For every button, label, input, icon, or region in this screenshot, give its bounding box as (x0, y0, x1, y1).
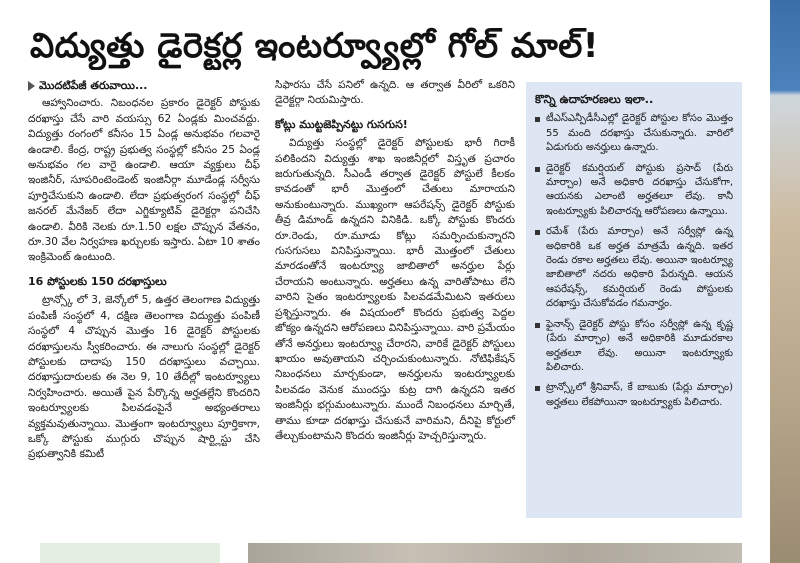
subhead-applications: 16 పోస్టులకు 150 దరఖాస్తులు (28, 274, 167, 288)
continued-from-front-page (28, 78, 260, 93)
sidebar-item: ట్రాన్స్కోలో శ్రీనివాస్, కే బాబుకు (పేర్లు మార్చాం) అర్హతలు లేకపోయినా ఇంటర్వ్యూకు పిలిచారు. (535, 381, 733, 410)
headline: విద్యుత్తు డైరెక్టర్ల ఇంటర్వ్యూల్లో గోల్ మాల్! (30, 26, 599, 66)
sidebar-title: కొన్ని ఉదాహరణలు ఇలా.. (535, 92, 654, 106)
sidebar-item: డైరెక్టర్ కమర్షియల్ పోస్టుకు ప్రసాద్ (పేరు మార్చాం) అనే అధికారి దరఖాస్తు చేసుకోగా, ఆయనకు ఎలాంటి అర్హతలూ లేవు. కానీ ఇంటర్వ్యూకు పిలిచారన్న ఆరోపణలు ఉన్నాయి. (535, 162, 733, 220)
sidebar-list (535, 112, 733, 410)
adjacent-photo (248, 543, 742, 563)
article-column-1 (28, 78, 260, 467)
article-column-2 (275, 78, 515, 448)
article-paragraph: ఆహ్వానించారు. నిబంధనల ప్రకారం డైరెక్టర్ పోస్టుకు దరఖాస్తు చేసే వారి వయస్సు 62 ఏండ్లకు మించవద్దు. విద్యుత్తు రంగంలో కనీసం 15 ఏండ్ల అనుభవం గలవారై ఉండాలి. కేంద్ర, రాష్ట్ర ప్రభుత్వ సంస్థల్లో కనీసం 25 ఏండ్ల అనుభవం గల వారై ఉండాలి. ఆయా వ్యక్తులు చీఫ్ ఇంజినీర్, సూపరింటెండెంట్ ఇంజినీర్గా మూడేండ్ల సర్వీసు పూర్తిచేసుకుని ఉండాలి. లేదా ప్రభుత్వరంగ సంస్థల్లో చీఫ్ జనరల్ మేనేజర్ లేదా ఎగ్జిక్యూటివ్ డైరెక్టర్గా పనిచేసి ఉండాలి. వీరికి నెలకు రూ.1.50 లక్షల చొప్పున వేతనం, రూ.30 వేల నిర్వహణ ఖర్చులకు ఇస్తారు. ఏటా 10 శాతం ఇంక్రిమెంట్ ఉంటుంది. (28, 97, 260, 264)
sidebar-item: ఫైనాన్స్ డైరెక్టర్ పోస్టు కోసం సర్వీస్లో ఉన్న కృష్ణ (పేరు మార్చాం) అనే అధికారికి మూడురకాల అర్హతలూ లేవు. అయినా ఇంటర్వ్యూకు పిలిచారు. (535, 318, 733, 376)
adjacent-article-box (40, 543, 220, 563)
article-paragraph: విద్యుత్తు సంస్థల్లో డైరెక్టర్ పోస్టులకు భారీ గిరాకీ పలికిందని విద్యుత్తు శాఖ ఇంజినీర్లలో విస్తృత ప్రచారం జరుగుతున్నది. సీఎండీ తర్వాత డైరెక్టర్ పోస్టులే కీలకం కావడంతో భారీ మొత్తంలో చేతులు మారాయని అనుకుంటున్నారు. ముఖ్యంగా ఆపరేషన్స్ డైరెక్టర్ పోస్టుకు తీవ్ర డిమాండ్ ఉన్నదని వినికిడి. ఒక్కో పోస్టుకు కొందరు రూ.రెండు, రూ.మూడు కోట్లు సమర్పించుకున్నారని గుసగుసలు వినిపిస్తున్నాయి. భారీ మొత్తంలో చేతులు మారడంతోనే ఇంటర్వ్యూ జాబితాలో అనర్హుల పేర్లు చేరాయని అంటున్నారు. అర్హతలు ఉన్న వారితోపాటు లేని వారిని సైతం ఇంటర్వ్యూలకు పిలవడమేమిటని ఇతరులు ప్రశ్నిస్తున్నారు. ఈ విషయంలో కొందరు ప్రభుత్వ పెద్దల జోక్యం ఉన్నదని ఆరోపణలు వినిపిస్తున్నాయి. వారి ప్రమేయం తోనే అనర్హులు ఇంటర్వ్యూ చేరారని, వారికే డైరెక్టర్ పోస్టులు ఖాయం అవుతాయని చర్చించుకుంటున్నారు. నోటిఫికేషన్ నిబంధనలు మార్చకుండా, అనర్హులను ఇంటర్వ్యూలకు పిలవడం వెనుక ముందస్తు కుట్ర దాగి ఉన్నదని ఇతర ఇంజినీర్లు భగ్గుమంటున్నారు. ముందే నిబంధనలు మార్చితే, తాము కూడా దరఖాస్తు చేసుకునే వారిమని, దీనిపై కోర్టులో తేల్చుకుంటామని కొందరు ఇంజినీర్లు హెచ్చరిస్తున్నారు. (275, 137, 515, 442)
article-paragraph: ట్రాన్స్కో లో 3, జెన్కోలో 5, ఉత్తర తెలంగాణ విద్యుత్తు పంపిణీ సంస్థలో 4, దక్షిణ తెలంగాణ విద్యుత్తు పంపిణీ సంస్థలో 4 చొప్పున మొత్తం 16 డైరెక్టర్ పోస్టులకు దరఖాస్తులను స్వీకరించారు. ఈ నాలుగు సంస్థల్లో డైరెక్టర్ పోస్టులకు దాదాపు 150 దరఖాస్తులు వచ్చాయి. దరఖాస్తుదారులకు ఈ నెల 9, 10 తేదీల్లో ఇంటర్వ్యూలు నిర్వహించారు. అయితే పైన పేర్కొన్న అర్హతల్లేని కొందరిని ఇంటర్వ్యూలకు పిలవడంపైనే అభ్యంతరాలు వ్యక్తమవుతున్నాయి. మొత్తంగా ఇంటర్వ్యూలు పూర్తికాగా, ఒక్కో పోస్టుకు ముగ్గురు చొప్పున షార్ట్లిస్టు చేసి ప్రభుత్వానికి కమిటీ (28, 294, 260, 461)
sidebar-item: రమేశ్ (పేరు మార్చాం) అనే సర్వీస్లో ఉన్న అధికారికి ఒక అర్హత మాత్రమే ఉన్నది. ఇతర రెండు రకాల అర్హతలు లేవు. అయినా ఇంటర్వ్యూ జాబితాలో నదరు అధికారి పేరున్నది. ఆయన ఆపరేషన్స్, కమర్షియల్ రెండు పోస్టులకు దరఖాస్తు చేసుకోవడం గమనార్హం. (535, 225, 733, 311)
adjacent-photo-edge (770, 0, 800, 563)
arrow-right-icon (28, 81, 35, 91)
article-paragraph: సిఫారసు చేసే పనిలో ఉన్నది. ఆ తర్వాత వీరిలో ఒకరిని డైరెక్టర్గా నియమిస్తారు. (275, 79, 515, 107)
examples-sidebar-box (526, 82, 742, 518)
sidebar-item: టీఎస్ఎన్పీడీసీఎల్లో డైరెక్టర్ పోస్టుల కోసం మొత్తం 55 మంది దరఖాస్తు చేసుకున్నారు. వారిలో ఏడుగురు అనర్హులు ఉన్నారు. (535, 112, 733, 155)
kicker-label: మొదటిపేజీ తరువాయి... (39, 79, 148, 92)
subhead-crores-rumour: కోట్లు ముట్టజెప్పినట్టు గుసగుస! (275, 117, 408, 131)
